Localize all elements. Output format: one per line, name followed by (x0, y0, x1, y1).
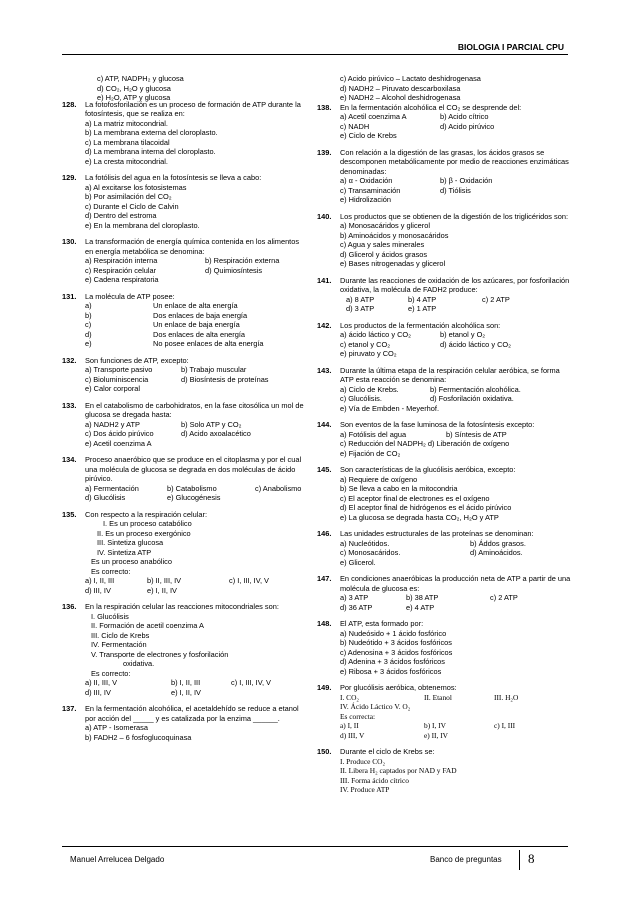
option: a) ATP - Isomerasa (85, 723, 148, 732)
option: e) I, II, IV (147, 585, 177, 595)
option: e) Glucogénesis (167, 493, 221, 502)
question-number: 143. (317, 365, 332, 375)
option: e) Ribosa + 3 ácidos fosfóricos (340, 666, 442, 676)
roman-item: IV. Fermentación (91, 640, 147, 649)
option-row (340, 593, 572, 603)
option-row (340, 603, 572, 613)
option: e) Acetil coenzima A (85, 438, 152, 448)
option: b) Respiración externa (205, 256, 280, 265)
option: e) Bases nitrogenadas y glicerol (340, 259, 446, 268)
question-stem: Proceso anaeróbico que se produce en el citoplasma y por el cual una molécula de glucosa se degrada en dos moléculas de ácido pirúvico. (85, 455, 302, 483)
roman-item: III. Ciclo de Krebs (91, 630, 150, 640)
question-129 (62, 173, 308, 230)
roman-item: IV. Ácido Láctico V. O₂ (340, 702, 411, 711)
option-row (85, 256, 308, 266)
question-stem: Con relación a la digestión de las grasas, los ácidos grasos se descomponen metabólicamente por medio de reacciones enzimáticas denominadas: (340, 147, 569, 176)
option: c) I, III (494, 721, 516, 730)
option-row (340, 693, 572, 703)
option: a) Fermentación (85, 483, 139, 493)
option: b) Acido cítrico (440, 112, 489, 121)
option: c) Acido pirúvico – Lactato deshidrogenasa (340, 74, 481, 83)
question-128 (62, 100, 308, 167)
question-150 (317, 747, 572, 795)
option: e) Vía de Embden - Meyerhof. (340, 403, 440, 413)
question-stem: Con respecto a la respiración celular: (85, 509, 208, 519)
question-138 (317, 103, 572, 141)
option: c) Respiración celular (85, 265, 157, 275)
option-text: Dos enlaces de baja energía (153, 310, 248, 320)
option: b) FADH2 – 6 fosfoglucoquinasa (85, 732, 192, 742)
option: b) Solo ATP y CO₂ (181, 419, 242, 429)
question-stem: En la fermentación alcohólica, el acetaldehído se reduce a etanol por acción del _____ y es catalizada por la enzima ______. (85, 704, 299, 723)
option: a) α - Oxidación (340, 176, 393, 185)
question-136 (62, 602, 308, 697)
option: a) Acetil coenzima A (340, 112, 407, 121)
question-number: 150. (317, 747, 332, 756)
option: d) Tiólisis (440, 185, 471, 195)
option: b) Trabajo muscular (181, 365, 247, 374)
option: d) Glucólisis (85, 493, 126, 502)
question-number: 135. (62, 509, 77, 519)
prompt-correct: Es correcto: (91, 668, 131, 678)
option: d) III, IV (85, 687, 111, 697)
question-139 (317, 148, 572, 205)
question-stem: Son funciones de ATP, excepto: (85, 355, 189, 365)
option: c) Reducción del NADPH₂ d) Liberación de oxígeno (340, 439, 510, 448)
option: c) etanol y CO₂ (340, 339, 391, 349)
option-row (340, 539, 572, 549)
option-text: Un enlace de alta energía (153, 301, 238, 310)
option-row (340, 385, 572, 395)
option: d) Aminoácidos. (470, 548, 523, 557)
question-number: 138. (317, 102, 332, 112)
option: a) La matriz mitocondrial. (85, 118, 168, 128)
question-number: 133. (62, 400, 77, 410)
option-row (340, 731, 572, 741)
question-145 (317, 465, 572, 522)
option: a) NADH2 y ATP (85, 419, 140, 429)
page-header-title: BIOLOGIA I PARCIAL CPU (457, 42, 564, 52)
option: d) CO₂, H₂O y glucosa (97, 83, 171, 93)
left-column (62, 74, 308, 749)
option: b) La membrana externa del cloroplasto. (85, 128, 218, 137)
option: e) 4 ATP (406, 602, 435, 612)
question-141 (317, 276, 572, 314)
option-row (340, 430, 572, 440)
option-row (85, 330, 308, 340)
question-number: 139. (317, 147, 332, 157)
option: e) I, II, IV (171, 687, 201, 697)
option: e) piruvato y CO₂ (340, 349, 397, 358)
option: e) NADH2 – Alcohol deshidrogenasa (340, 93, 461, 102)
option: d) La membrana interna del cloroplasto. (85, 147, 216, 156)
question-133 (62, 401, 308, 449)
option-letter: b) (85, 310, 92, 320)
option-row (340, 340, 572, 350)
question-137 (62, 704, 308, 742)
option: d) Quimiosíntesis (205, 265, 263, 275)
option: b) II, III, IV (147, 576, 182, 585)
option: e) La cresta mitocondrial. (85, 156, 168, 166)
question-stem: Son características de la glucólisis aeróbica, excepto: (340, 465, 516, 474)
option-row (85, 365, 308, 375)
question-number: 147. (317, 574, 332, 583)
option: d) 3 ATP (346, 304, 375, 313)
option: d) ácido láctico y CO₂ (440, 339, 512, 349)
option-row (85, 576, 308, 586)
roman-item: IV. Sintetiza ATP (97, 547, 152, 557)
option: e) La glucosa se degrada hasta CO₂, H₂O y ATP (340, 512, 499, 522)
option: b) Fermentación alcohólica. (430, 384, 521, 394)
roman-item: II. Es un proceso exergónico (97, 528, 191, 538)
option-row (340, 122, 572, 132)
question-142 (317, 321, 572, 359)
option: a) I, II (340, 721, 359, 730)
option: c) Adenosina + 3 ácidos fosfóricos (340, 647, 453, 657)
option: c) 2 ATP (490, 593, 518, 602)
question-number: 140. (317, 211, 332, 221)
question-number: 132. (62, 355, 77, 365)
option: b) 38 ATP (406, 593, 439, 602)
option: d) Glicerol y ácidos grasos (340, 249, 428, 259)
roman-item: III. H₂O (494, 692, 519, 702)
question-number: 142. (317, 320, 332, 330)
question-149 (317, 683, 572, 740)
question-stem: En condiciones anaeróbicas la producción neta de ATP a partir de una molécula de glucosa es: (340, 574, 571, 593)
question-stem: En el catabolismo de carbohidratos, en la fase citosólica un mol de glucosa se dregada hasta: (85, 400, 304, 419)
option: d) Biosíntesis de proteínas (181, 374, 269, 384)
option: e) Ciclo de Krebs (340, 131, 397, 140)
option-row (85, 266, 308, 276)
roman-item: I. Produce CO₂ (340, 756, 386, 766)
option-row (85, 320, 308, 330)
option: a) 8 ATP (346, 294, 375, 304)
option: b) Áddos grasos. (470, 538, 526, 548)
question-stem: Las unidades estructurales de las proteínas se denominan: (340, 529, 534, 538)
option-row (340, 176, 572, 186)
question-stem: En la fermentación alcohólica el CO₂ se desprende del: (340, 102, 522, 112)
roman-item: I. Es un proceso catabólico (103, 519, 192, 528)
option-row (85, 678, 308, 688)
right-column (317, 74, 572, 802)
option: c) Durante el Ciclo de Calvin (85, 201, 179, 211)
option: c) Bioluminiscencia (85, 374, 149, 384)
footer-separator (519, 850, 520, 870)
option: e) Hidrolización (340, 195, 391, 204)
question-stem: La transformación de energía química contenida en los alimentos en energía metabólica se denomina: (85, 237, 300, 256)
option: b) Por asimilación del CO₂ (85, 192, 172, 201)
question-stem: Los productos de la fermentación alcohólica son: (340, 320, 501, 330)
question-144 (317, 420, 572, 458)
question-132 (62, 356, 308, 394)
option-row (85, 420, 308, 430)
question-number: 128. (62, 99, 77, 109)
option-letter: e) (85, 339, 92, 348)
option: a) Al excitarse los fotosistemas (85, 182, 187, 192)
question-127-continuation (62, 74, 308, 103)
roman-item: IV. Produce ATP (340, 785, 390, 794)
option: c) ATP, NADPH₂ y glucosa (97, 74, 184, 83)
question-stem: El ATP, esta formado por: (340, 619, 424, 628)
question-stem: Son eventos de la fase luminosa de la fotosíntesis excepto: (340, 420, 535, 429)
page-number: 8 (528, 851, 535, 866)
option-row (340, 112, 572, 122)
option: a) Nucleótidos. (340, 538, 390, 548)
option: e) Fijación de CO₂ (340, 448, 401, 458)
question-stem: Los productos que se obtienen de la digestión de los triglicéridos son: (340, 211, 569, 221)
option-letter: a) (85, 301, 92, 310)
question-stem: Durante el ciclo de Krebs se: (340, 747, 435, 756)
question-number: 130. (62, 237, 77, 246)
option: b) Se lleva a cabo en la mitocondria (340, 484, 458, 493)
option: c) Glucólisis. (340, 394, 382, 403)
question-stem: La molécula de ATP posee: (85, 291, 175, 301)
question-number: 136. (62, 602, 77, 611)
question-148 (317, 619, 572, 676)
option-letter: d) (85, 329, 92, 339)
option-text: Dos enlaces de alta energía (153, 329, 246, 339)
option-row (85, 429, 308, 439)
option-row (340, 330, 572, 340)
roman-item-continuation: oxidativa. (123, 659, 155, 668)
question-number: 134. (62, 455, 77, 464)
question-135 (62, 510, 308, 596)
question-stem: La fotólisis del agua en la fotosíntesis se lleva a cabo: (85, 173, 262, 182)
option-row (85, 493, 308, 503)
roman-item: III. Forma ácido cítrico (340, 775, 409, 785)
option: e) Cadena respiratoria (85, 275, 159, 284)
option: a) Requiere de oxígeno (340, 474, 418, 484)
option: d) Adenina + 3 ácidos fosfóricos (340, 657, 445, 666)
option: b) Nudeótido + 3 ácidos fosfóricos (340, 638, 452, 647)
option-row (340, 394, 572, 404)
option-letter: c) (85, 320, 92, 329)
option: b) Catabolismo (167, 483, 217, 493)
option: c) 2 ATP (482, 294, 510, 304)
option: d) Acido axoalacético (181, 429, 251, 438)
roman-item: II. Formación de acetil coenzima A (91, 621, 204, 630)
option: b) etanol y O₂ (440, 330, 486, 339)
question-stem: Por glucólisis aeróbica, obtenemos: (340, 683, 457, 692)
option: a) 3 ATP (340, 593, 369, 602)
option: d) NADH2 – Piruvato descarboxilasa (340, 83, 461, 93)
option-row (340, 186, 572, 196)
option: a) Fotólisis del agua (340, 429, 407, 439)
option: c) Agua y sales minerales (340, 240, 425, 249)
option: d) III, V (340, 730, 365, 740)
option-text: Un enlace de baja energía (153, 320, 240, 329)
option: a) Nudeósido + 1 ácido fosfórico (340, 628, 447, 638)
roman-item: V. Transporte de electrones y fosforilación (91, 649, 229, 659)
option: e) En la membrana del cloroplasto. (85, 220, 200, 230)
option: a) Ciclo de Krebs. (340, 384, 399, 394)
roman-item: I. Glucólisis (91, 611, 129, 621)
option-row (340, 295, 572, 305)
option: d) Dentro del estroma (85, 211, 157, 220)
roman-item: III. Sintetiza glucosa (97, 538, 164, 547)
option: a) II, III, V (85, 678, 118, 687)
question-number: 144. (317, 420, 332, 429)
option-row (85, 688, 308, 698)
option-row (85, 339, 308, 349)
option: b) 4 ATP (408, 294, 437, 304)
option-row (85, 484, 308, 494)
option-row (85, 301, 308, 311)
question-number: 141. (317, 275, 332, 285)
option-row (340, 304, 572, 314)
header-rule (62, 54, 568, 55)
option: c) I, III, IV, V (229, 576, 269, 585)
option-row (340, 548, 572, 558)
option: b) I, IV (424, 721, 446, 730)
option: b) I, II, III (171, 678, 201, 687)
option: d) Fosforilación oxidativa. (430, 394, 514, 403)
option: c) NADH (340, 121, 370, 131)
option: b) Aminoácidos y monosacáridos (340, 230, 449, 240)
question-137-continuation (317, 74, 572, 103)
question-stem: La fotofosforilación es un proceso de formación de ATP durante la fotosíntesis, que se realiza en: (85, 99, 301, 118)
option: d) 36 ATP (340, 602, 373, 612)
option-row (85, 586, 308, 596)
question-number: 129. (62, 173, 77, 182)
question-number: 131. (62, 291, 77, 301)
question-stem: En la respiración celular las reacciones mitocondriales son: (85, 602, 279, 611)
roman-item: II. Libera H₂ captados por NAD y FAD (340, 766, 457, 775)
option: a) Respiración interna (85, 256, 158, 265)
option: b) Síntesis de ATP (446, 429, 507, 439)
option: c) Anabolismo (255, 483, 302, 493)
option: e) H₂O, ATP y glucosa (97, 93, 171, 102)
option: d) El aceptor final de hidrógenos es el ácido pirúvico (340, 503, 512, 512)
option: d) Acido pirúvico (440, 121, 495, 131)
prompt-correct: Es correcta: (340, 711, 376, 721)
option-row (85, 375, 308, 385)
question-134 (62, 455, 308, 503)
option: c) El aceptor final de electrones es el oxígeno (340, 493, 490, 503)
question-143 (317, 366, 572, 414)
option-text: No posee enlaces de alta energía (153, 339, 264, 348)
question-stem: Durante la última etapa de la respiración celular aeróbica, se forma ATP esta reacción se denomina: (340, 365, 560, 384)
question-130 (62, 237, 308, 285)
option: c) La membrana tilacoidal (85, 137, 170, 147)
option: e) 1 ATP (408, 304, 437, 313)
question-147 (317, 574, 572, 612)
prompt-correct: Es correcto: (91, 566, 131, 576)
question-146 (317, 529, 572, 567)
option-row (85, 311, 308, 321)
question-stem: Durante las reacciones de oxidación de los azúcares, por fosforilación oxidativa, la molécula de FADH2 produce: (340, 275, 570, 294)
option: d) III, IV (85, 585, 111, 595)
option: c) Monosacáridos. (340, 548, 401, 557)
question-number: 146. (317, 529, 332, 538)
question-number: 149. (317, 683, 332, 692)
roman-item: I. CO₂ (340, 692, 359, 702)
question-number: 145. (317, 465, 332, 474)
footer-section: Banco de preguntas (430, 855, 502, 864)
option: c) Dos ácido pirúvico (85, 429, 154, 438)
question-number: 148. (317, 619, 332, 628)
option: a) ácido láctico y CO₂ (340, 330, 412, 339)
question-140 (317, 212, 572, 269)
option: b) β - Oxidación (440, 176, 493, 185)
option: c) Transaminación (340, 185, 401, 195)
option: e) II, IV (424, 730, 449, 740)
question-131 (62, 292, 308, 349)
question-number: 137. (62, 704, 77, 713)
roman-item: II. Etanol (424, 692, 452, 702)
footer-rule (62, 846, 568, 847)
footer-author: Manuel Arrelucea Delgado (70, 855, 165, 864)
option: e) Calor corporal (85, 384, 141, 393)
option: c) I, III, IV, V (231, 678, 271, 687)
option: a) Transporte pasivo (85, 365, 153, 374)
option: e) Glicerol. (340, 557, 376, 567)
option: a) Monosacáridos y glicerol (340, 221, 430, 230)
option-row (340, 721, 572, 731)
option: a) I, II, III (85, 576, 115, 585)
roman-item: Es un proceso anabólico (91, 557, 172, 566)
